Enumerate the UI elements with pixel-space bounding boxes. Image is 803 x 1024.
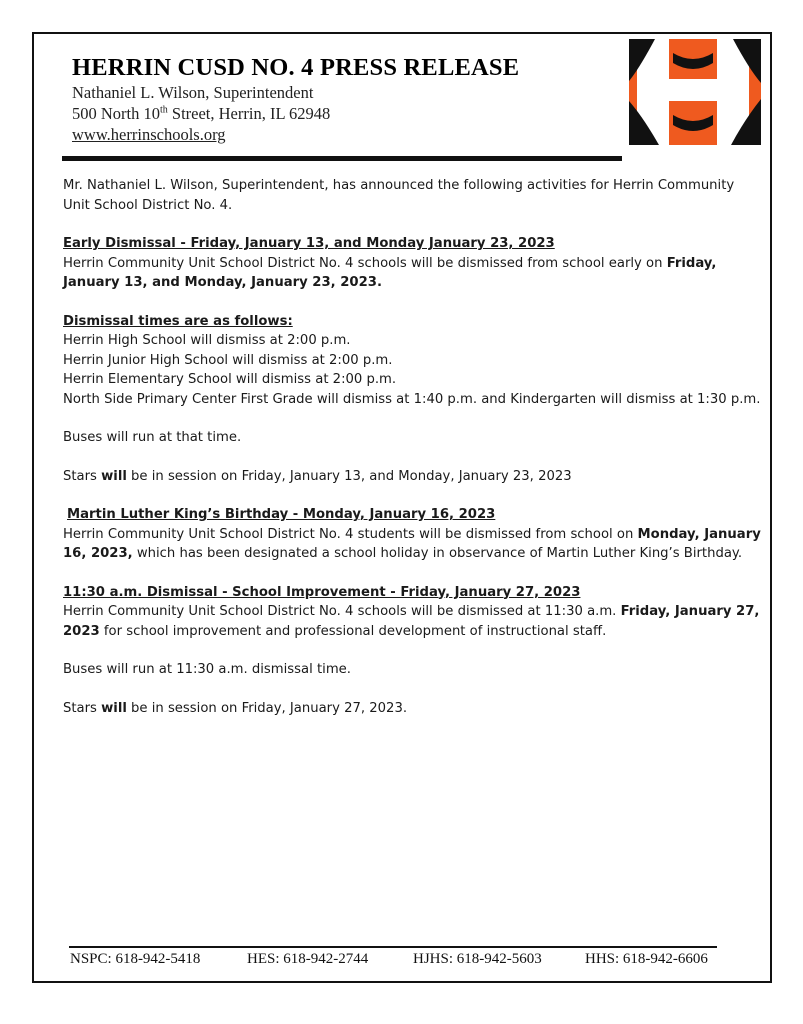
- header-divider: [62, 156, 622, 161]
- stars-post: be in session on Friday, January 13, and Monday, January 23, 2023: [126, 468, 572, 484]
- buses-note: Buses will run at that time.: [63, 430, 242, 445]
- address-pre: 500 North 10: [72, 104, 160, 123]
- dismissal-time-item: Herrin Junior High School will dismiss at 2:00 p.m.: [63, 352, 393, 368]
- early-dismissal-dates: Friday, January 13, and Monday, January 23, 2023.: [63, 255, 717, 290]
- address-post: Street, Herrin, IL 62948: [167, 104, 331, 123]
- early-dismissal-heading: Early Dismissal - Friday, January 13, and Monday January 23, 2023: [63, 236, 555, 251]
- improvement-stars-bold: will: [101, 700, 127, 716]
- dismissal-time-item: Herrin High School will dismiss at 2:00 p.m.: [63, 333, 351, 348]
- early-dismissal-text-pre: Herrin Community Unit School District No. 4 schools will be dismissed from school early on: [63, 255, 667, 271]
- improvement-text: [63, 602, 763, 641]
- mlk-text-pre: Herrin Community Unit School District No. 4 students will be dismissed from school on: [63, 526, 638, 542]
- stars-pre: Stars: [63, 468, 102, 484]
- footer-divider: [69, 946, 717, 948]
- press-release-title: HERRIN CUSD NO. 4 PRESS RELEASE: [72, 54, 520, 81]
- early-dismissal-text: [63, 254, 763, 293]
- mlk-text-post: which has been designated a school holiday in observance of Martin Luther King’s Birthday.: [132, 546, 743, 561]
- dismissal-time-item: Herrin Elementary School will dismiss at 2:00 p.m.: [63, 372, 397, 387]
- improvement-stars-post: be in session on Friday, January 27, 2023.: [126, 700, 408, 716]
- mlk-heading: Martin Luther King’s Birthday - Monday, January 16, 2023: [67, 507, 496, 522]
- footer-hjhs-phone: HJHS: 618-942-5603: [413, 951, 542, 967]
- press-release-body: [63, 176, 763, 718]
- address-sup: th: [160, 104, 168, 116]
- footer-nspc-phone: NSPC: 618-942-5418: [70, 951, 201, 967]
- improvement-text-pre: Herrin Community Unit School District No. 4 schools will be dismissed at 11:30 a.m.: [63, 604, 621, 619]
- improvement-stars-note: [63, 699, 763, 719]
- stars-bold: will: [101, 468, 127, 484]
- stars-note: [63, 467, 763, 487]
- address-line: [72, 104, 330, 124]
- dismissal-times-heading: Dismissal times are as follows:: [63, 313, 293, 329]
- mlk-text: [63, 525, 763, 564]
- superintendent-line: Nathaniel L. Wilson, Superintendent: [72, 83, 314, 102]
- mlk-date: Monday, January 16, 2023,: [63, 526, 761, 561]
- improvement-date: Friday, January 27, 2023: [63, 604, 760, 639]
- herrin-h-logo: [629, 39, 761, 145]
- intro-paragraph: Mr. Nathaniel L. Wilson, Superintendent, has announced the following activities for Herrin Community Unit School District No. 4.: [63, 178, 735, 213]
- improvement-heading: 11:30 a.m. Dismissal - School Improvement - Friday, January 27, 2023: [63, 584, 581, 600]
- dismissal-time-item: North Side Primary Center First Grade will dismiss at 1:40 p.m. and Kindergarten will dismiss at 1:30 p.m.: [63, 391, 761, 407]
- website-link[interactable]: www.herrinschools.org: [72, 125, 226, 144]
- improvement-text-post: for school improvement and professional development of instructional staff.: [99, 623, 607, 639]
- footer-hes-phone: HES: 618-942-2744: [247, 951, 369, 967]
- improvement-stars-pre: Stars: [63, 700, 102, 716]
- footer-hhs-phone: HHS: 618-942-6606: [585, 951, 708, 967]
- improvement-buses-note: Buses will run at 11:30 a.m. dismissal time.: [63, 662, 351, 677]
